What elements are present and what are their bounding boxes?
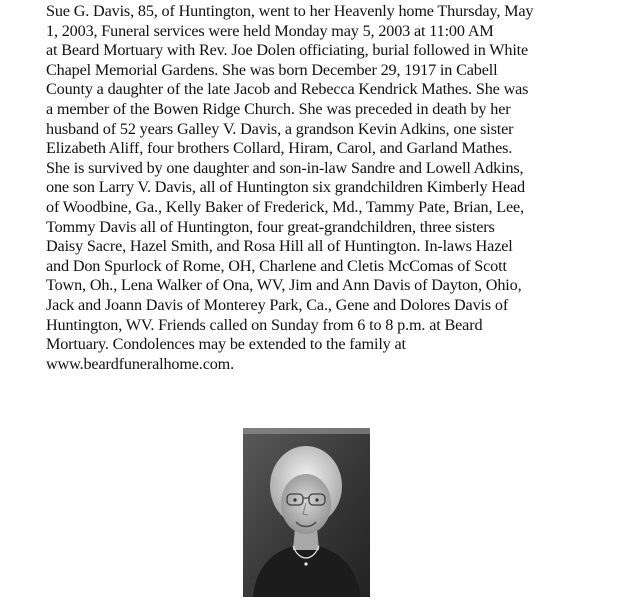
portrait-photo [243, 428, 370, 597]
portrait-photo-icon [243, 428, 370, 597]
obituary-text: Sue G. Davis, 85, of Huntington, went to her Heavenly home Thursday, May 1, 2003, Funeral services were held Monday may 5, 2003 at 11:00 AM at Beard Mortuary with Rev. Joe Dolen officiating, burial followed in White Chapel Memorial Gardens. She was born December 29, 1917 in Cabell County a daughter of the late Jacob and Rebecca Kendrick Mathes. She was a member of the Bowen Ridge Church. She was preceded in death by her husband of 52 years Galley V. Davis, a grandson Kevin Adkins, one sister Elizabeth Aliff, four brothers Collard, Hiram, Carol, and Garland Mathes. She is survived by one daughter and son-in-law Sandre and Lowell Adkins, one son Larry V. Davis, all of Huntington six grandchildren Kimberly Head of Woodbine, Ga., Kelly Baker of Frederick, Md., Tammy Pate, Brian, Lee, Tommy Davis all of Huntington, four great-grandchildren, three sisters Daisy Sacre, Hazel Smith, and Rosa Hill all of Huntington. In-laws Hazel and Don Spurlock of Rome, OH, Charlene and Cletis McComas of Scott Town, Oh., Lena Walker of Ona, WV, Jim and Ann Davis of Dayton, Ohio, Jack and Joann Davis of Monterey Park, Ca., Gene and Dolores Davis of Huntington, WV. Friends called on Sunday from 6 to 8 p.m. at Beard Mortuary. Condolences may be extended to the family at www.beardfuneralhome.com. [46, 2, 534, 373]
